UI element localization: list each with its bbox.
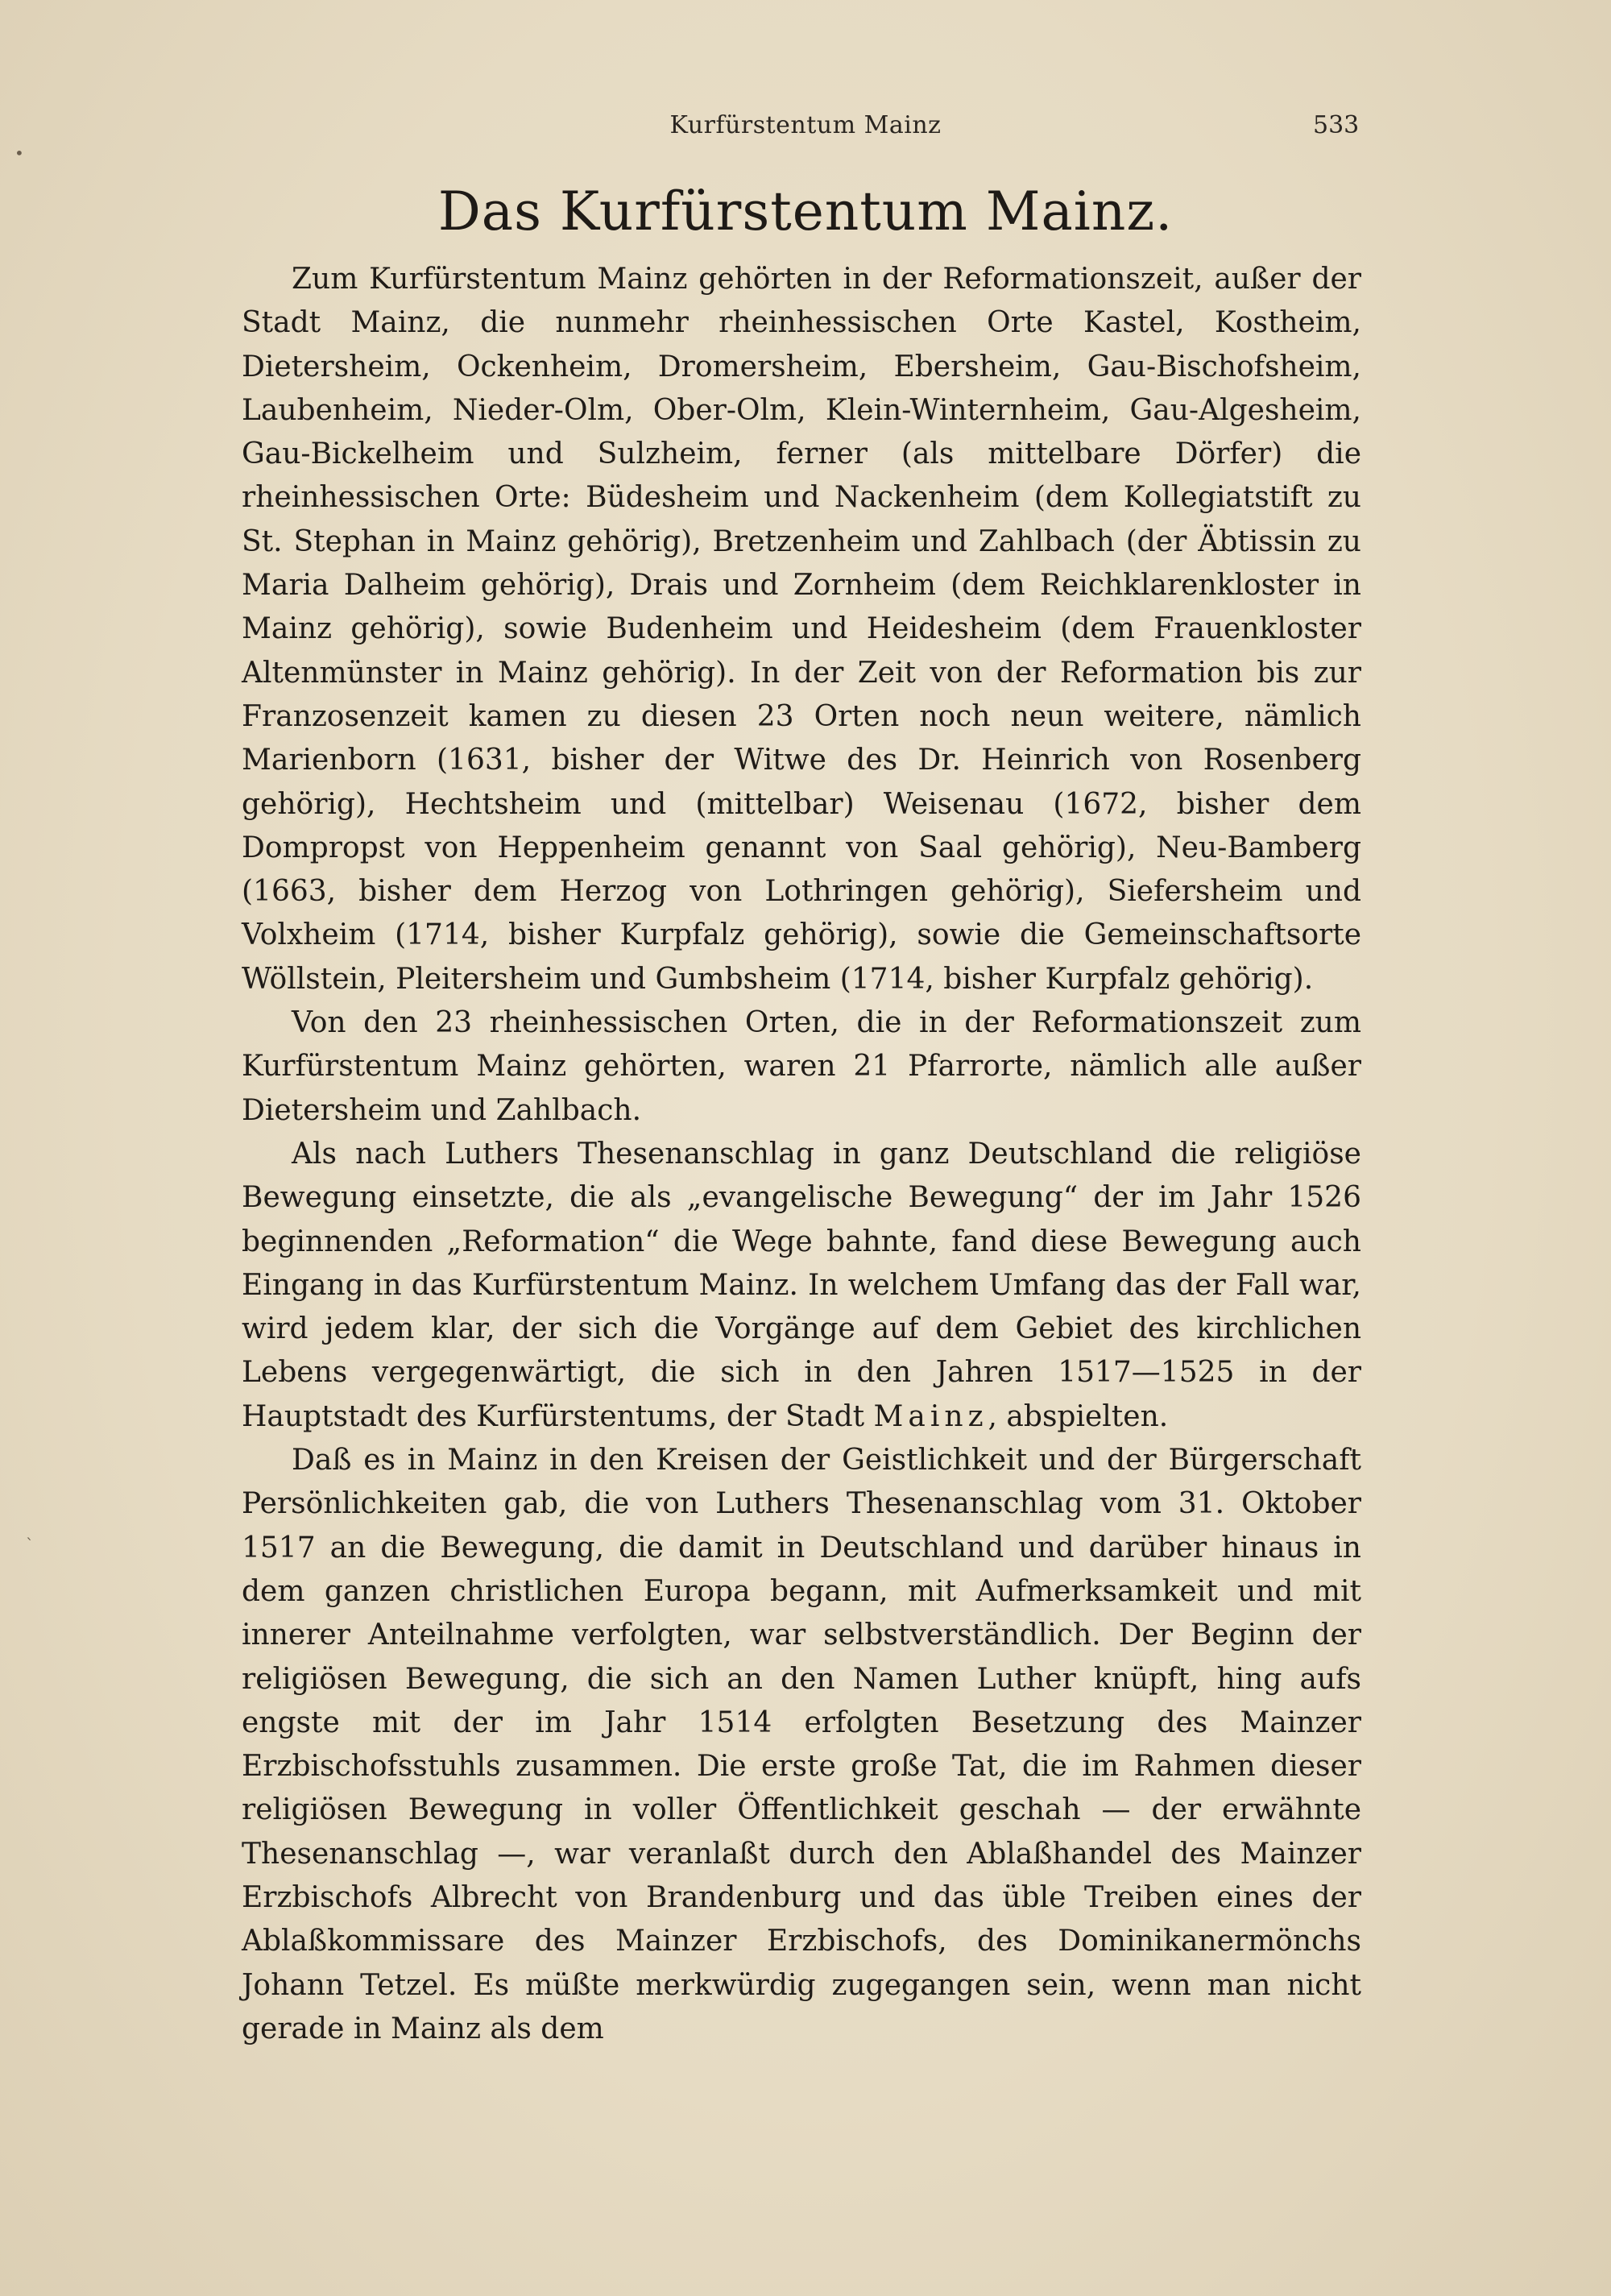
running-header-title: Kurfürstentum Mainz	[669, 111, 942, 139]
paragraph-2: Von den 23 rheinhessischen Orten, die in der Reformationszeit zum Kurfürstentum Mainz gehörten, waren 21 Pfarrorte, nämlich alle außer Dietersheim und Zahlbach.	[242, 1006, 1361, 1127]
page-number: 533	[1313, 111, 1360, 139]
margin-mark-top: •	[14, 143, 24, 163]
spaced-word-mainz: Mainz	[873, 1399, 988, 1433]
paragraph-3-tail-end: , abspielten.	[988, 1399, 1169, 1433]
paragraph-1: Zum Kurfürstentum Mainz gehörten in der Reformationszeit, außer der Stadt Mainz, die nunmehr rheinhessischen Orte Kastel, Kostheim, Dietersheim, Ockenheim, Dromersheim, Ebersheim, Gau-Bischofsheim, Laubenheim, Nieder-Olm, Ober-Olm, Klein-Winternheim, Gau-Algesheim, Gau-Bickelheim und Sulzheim, ferner (als mittelbare Dörfer) die rheinhessischen Orte: Büdesheim und Nackenheim (dem Kollegiatstift zu St. Stephan in Mainz gehörig), Bretzenheim und Zahlbach (der Äbtissin zu Maria Dalheim gehörig), Drais und Zornheim (dem Reichklarenkloster in Mainz gehörig), sowie Budenheim und Heidesheim (dem Frauenkloster Altenmünster in Mainz gehörig). In der Zeit von der Reformation bis zur Franzosenzeit kamen zu diesen 23 Orten noch neun weitere, nämlich Marienborn (1631, bisher der Witwe des Dr. Heinrich von Rosenberg gehörig), Hechtsheim und (mittelbar) Weisenau (1672, bisher dem Dompropst von Heppenheim genannt von Saal gehörig), Neu-Bamberg (1663, bisher dem Herzog von Lothringen gehörig), Siefersheim und Volxheim (1714, bisher Kurpfalz gehörig), sowie die Gemeinschaftsorte Wöllstein, Pleitersheim und Gumbsheim (1714, bisher Kurpfalz gehörig).	[242, 263, 1361, 996]
body-text	[242, 258, 1361, 2051]
paragraph-3-tail-lead: Stadt	[785, 1399, 874, 1433]
paragraph-3-text: Als nach Luthers Thesenanschlag in ganz Deutschland die religiöse Bewegung einsetzte, die als „evangelische Bewegung“ der im Jahr 1526 beginnenden „Reformation“ die Wege bahnte, fand diese Bewegung auch Eingang in das Kurfürstentum Mainz. In welchem Umfang das der Fall war, wird jedem klar, der sich die Vorgänge auf dem Gebiet des kirchlichen Lebens vergegenwärtigt, die sich in den Jahren 1517—1525 in der Hauptstadt des Kurfürstentums, der	[242, 1137, 1361, 1433]
chapter-title: Das Kurfürstentum Mainz.	[437, 180, 1174, 242]
margin-mark-left: `	[26, 1535, 34, 1554]
paragraph-3	[242, 1133, 1361, 1439]
paragraph-4: Daß es in Mainz in den Kreisen der Geistlichkeit und der Bürgerschaft Persönlichkeiten gab, die von Luthers Thesenanschlag vom 31. Oktober 1517 an die Bewegung, die damit in Deutschland und darüber hinaus in dem ganzen christlichen Europa begann, mit Aufmerksamkeit und mit innerer Anteilnahme verfolgten, war selbstverständlich. Der Beginn der religiösen Bewegung, die sich an den Namen Luther knüpft, hing aufs engste mit der im Jahr 1514 erfolgten Besetzung des Mainzer Erzbischofsstuhls zusammen. Die erste große Tat, die im Rahmen dieser religiösen Bewegung in voller Öffentlichkeit geschah — der erwähnte Thesenanschlag —, war veranlaßt durch den Ablaßhandel des Mainzer Erzbischofs Albrecht von Brandenburg und das üble Treiben eines der Ablaßkommissare des Mainzer Erzbischofs, des Dominikanermönchs Johann Tetzel. Es müßte merkwürdig zugegangen sein, wenn man nicht gerade in Mainz als dem	[242, 1444, 1361, 2045]
